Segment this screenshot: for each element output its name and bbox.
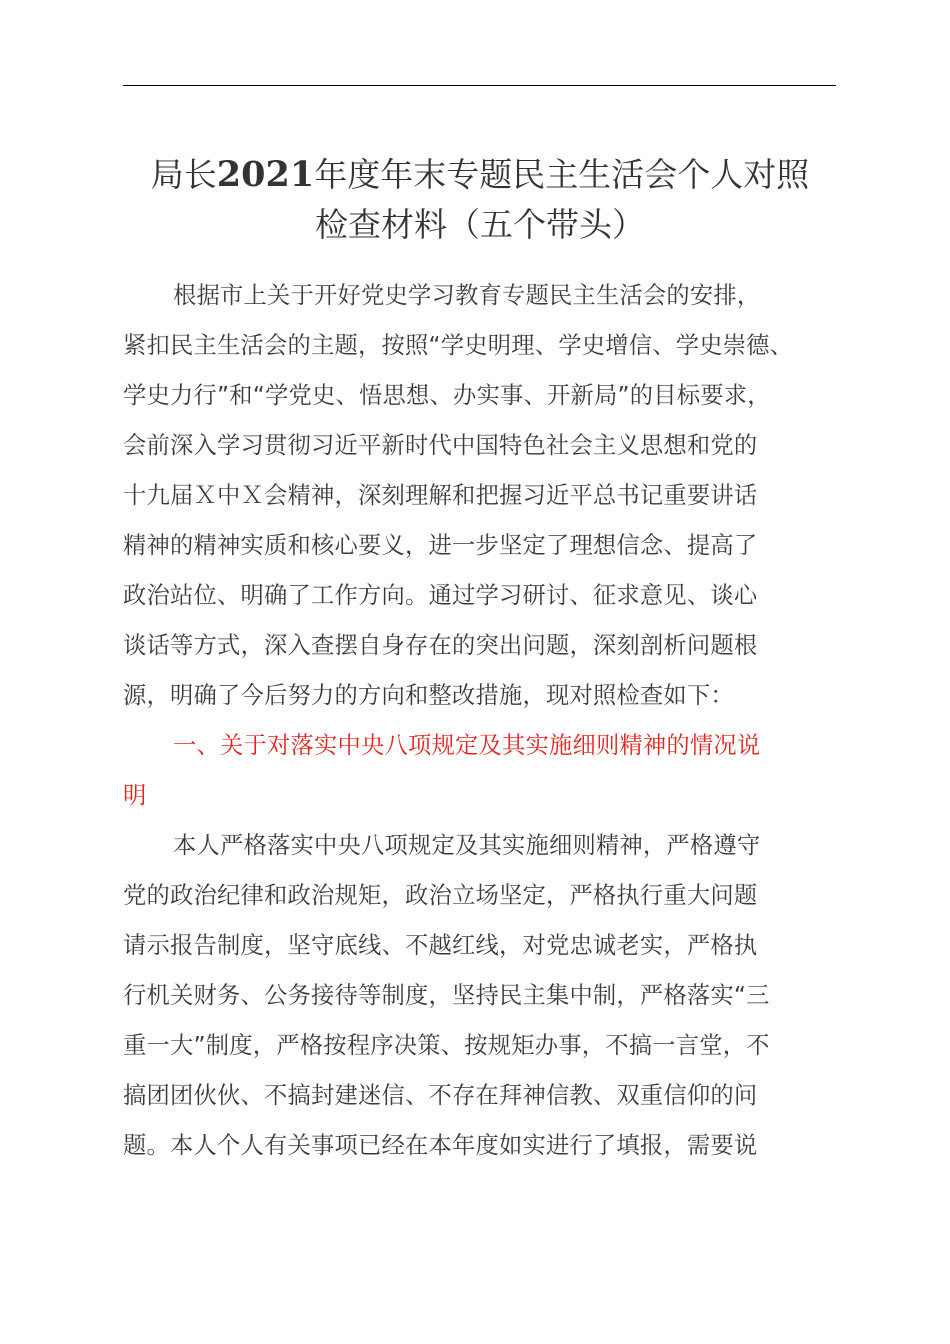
- paragraph-line: 十九届Ｘ中Ｘ会精神，深刻理解和把握习近平总书记重要讲话: [123, 482, 758, 509]
- section-heading-1: [123, 721, 836, 821]
- title-prefix: 局长: [150, 155, 217, 194]
- paragraph-line: 会前深入学习贯彻习近平新时代中国特色社会主义思想和党的: [123, 432, 758, 459]
- paragraph-line: 紧扣民主生活会的主题，按照“学史明理、学史增信、学史崇德、: [123, 332, 794, 359]
- paragraph-line: 根据市上关于开好党史学习教育专题民主生活会的安排，: [173, 282, 761, 309]
- paragraph-line: 行机关财务、公务接待等制度，坚持民主集中制，严格落实“三: [123, 982, 770, 1009]
- paragraph-line: 请示报告制度，坚守底线、不越红线，对党忠诚老实，严格执: [123, 932, 758, 959]
- section-paragraph-1: [123, 821, 836, 1171]
- heading-line: 一、关于对落实中央八项规定及其实施细则精神的情况说: [173, 732, 761, 759]
- title-line-2: 检查材料（五个带头）: [315, 205, 645, 244]
- title-line-1: [110, 150, 850, 200]
- intro-paragraph: [123, 271, 836, 721]
- paragraph-line: 精神的精神实质和核心要义，进一步坚定了理想信念、提高了: [123, 532, 758, 559]
- paragraph-line: 谈话等方式，深入查摆自身存在的突出问题，深刻剖析问题根: [123, 632, 758, 659]
- paragraph-line: 重一大”制度，严格按程序决策、按规矩办事，不搞一言堂，不: [123, 1032, 770, 1059]
- paragraph-line: 源，明确了今后努力的方向和整改措施，现对照检查如下：: [123, 682, 734, 709]
- title-suffix: 年度年末专题民主生活会个人对照: [314, 155, 810, 194]
- heading-line: 明: [123, 782, 147, 809]
- document-body: [123, 271, 836, 1171]
- paragraph-line: 政治站位、明确了工作方向。通过学习研讨、征求意见、谈心: [123, 582, 758, 609]
- paragraph-line: 学史力行”和“学党史、悟思想、办实事、开新局”的目标要求，: [123, 382, 771, 409]
- paragraph-line: 本人严格落实中央八项规定及其实施细则精神，严格遵守: [173, 832, 761, 859]
- header-rule: [123, 85, 836, 86]
- paragraph-line: 题。本人个人有关事项已经在本年度如实进行了填报，需要说: [123, 1132, 758, 1159]
- paragraph-line: 搞团团伙伙、不搞封建迷信、不存在拜神信教、双重信仰的问: [123, 1082, 758, 1109]
- document-title: [110, 150, 850, 250]
- title-year: 2021: [216, 154, 315, 195]
- paragraph-line: 党的政治纪律和政治规矩，政治立场坚定，严格执行重大问题: [123, 882, 758, 909]
